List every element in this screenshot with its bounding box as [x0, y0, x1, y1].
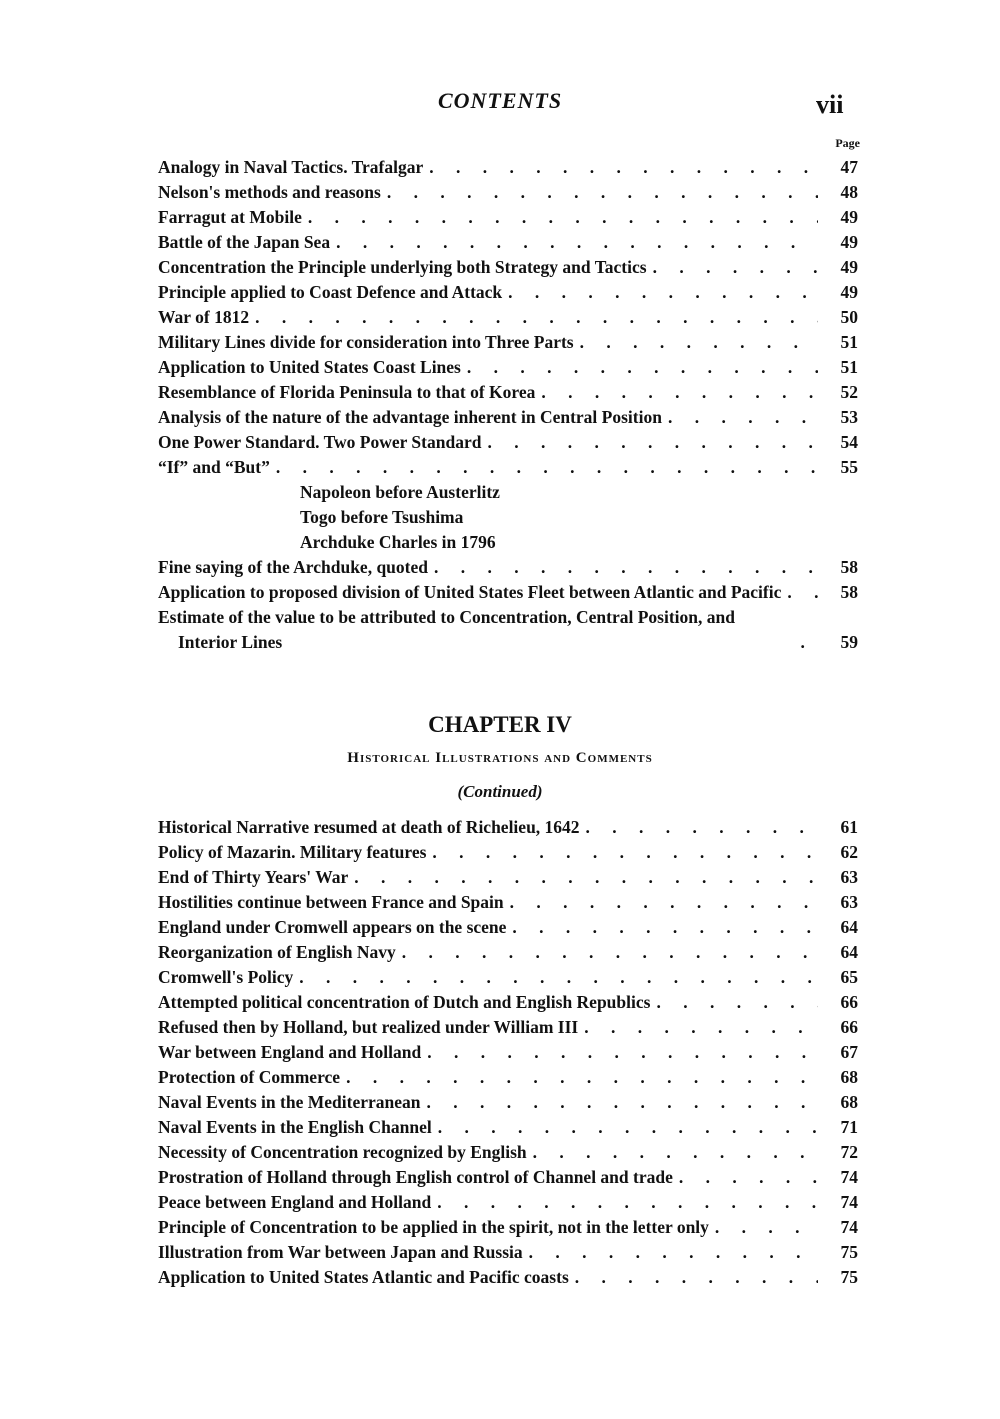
leader-dots: [586, 815, 818, 840]
leader-dots: [787, 580, 818, 605]
leader-dots: [299, 965, 818, 990]
leader-dots: [432, 840, 818, 865]
entry-page: 58: [840, 582, 858, 602]
entry-page: 64: [840, 917, 858, 937]
toc-entry: [158, 405, 858, 430]
leader-dots: [438, 1115, 818, 1140]
entry-title: Naval Events in the English Channel: [158, 1117, 432, 1137]
page-folio: vii: [816, 90, 844, 119]
leader-dots: [434, 555, 818, 580]
toc-entry: [158, 1140, 858, 1165]
leader-dots: [580, 330, 818, 355]
leader-dots: [508, 280, 818, 305]
entry-page: 55: [840, 457, 858, 477]
leader-dots: [533, 1140, 818, 1165]
leader-dots: [801, 630, 821, 655]
leader-dots: [529, 1240, 818, 1265]
running-title: CONTENTS: [437, 88, 563, 113]
entry-page: 68: [840, 1067, 858, 1087]
toc-entry: [158, 940, 858, 965]
leader-dots: [255, 305, 818, 330]
toc-entry: [158, 280, 858, 305]
entry-title: Estimate of the value to be attributed to Concentration, Central Position, and Interior Lines: [158, 607, 735, 652]
entry-title: Policy of Mazarin. Military features: [158, 842, 427, 862]
toc-entry: [158, 1065, 858, 1090]
leader-dots: [512, 915, 818, 940]
leader-dots: [276, 455, 818, 480]
entry-title: Application to United States Atlantic and Pacific coasts: [158, 1267, 569, 1287]
leader-dots: [427, 1040, 818, 1065]
entry-page: 63: [840, 892, 858, 912]
toc-entry: [158, 915, 858, 940]
entry-page: 49: [840, 232, 858, 252]
entry-title: England under Cromwell appears on the scene: [158, 917, 507, 937]
toc-entry: [158, 455, 858, 480]
entry-page: 65: [840, 967, 858, 987]
leader-dots: [354, 865, 818, 890]
leader-dots: [402, 940, 818, 965]
entry-title: War between England and Holland: [158, 1042, 422, 1062]
chapter-subtitle: Historical Illustrations and Comments: [347, 750, 653, 766]
toc-subitem: Napoleon before Austerlitz: [300, 482, 500, 502]
entry-page: 59: [840, 632, 858, 652]
page-column-label: Page: [835, 136, 860, 150]
toc-entry: [158, 1040, 858, 1065]
entry-page: 48: [840, 182, 858, 202]
toc-entry: [158, 990, 858, 1015]
toc-entry: [158, 1015, 858, 1040]
toc-entry: [158, 890, 858, 915]
entry-page: 74: [840, 1217, 858, 1237]
entry-page: 66: [840, 1017, 858, 1037]
contents-list-2: [158, 815, 858, 1290]
toc-entry: [158, 1115, 858, 1140]
toc-entry: [158, 355, 858, 380]
entry-page: 51: [840, 332, 858, 352]
entry-page: 47: [840, 157, 858, 177]
entry-page: 72: [840, 1142, 858, 1162]
toc-entry: [158, 815, 858, 840]
chapter-header: [0, 712, 1000, 802]
entry-page: 58: [840, 557, 858, 577]
toc-entry: [158, 965, 858, 990]
toc-entry: [158, 305, 858, 330]
entry-title: Historical Narrative resumed at death of Richelieu, 1642: [158, 817, 580, 837]
entry-page: 54: [840, 432, 858, 452]
entry-page: 63: [840, 867, 858, 887]
entry-title: Refused then by Holland, but realized under William III: [158, 1017, 579, 1037]
toc-entry: [158, 380, 858, 405]
toc-entry: [158, 555, 858, 580]
leader-dots: [336, 230, 818, 255]
entry-page: 49: [840, 257, 858, 277]
entry-title: Battle of the Japan Sea: [158, 232, 331, 252]
leader-dots: [575, 1265, 818, 1290]
chapter-continued: (Continued): [457, 782, 543, 801]
entry-title: Prostration of Holland through English control of Channel and trade: [158, 1167, 673, 1187]
entry-page: 66: [840, 992, 858, 1012]
leader-dots: [429, 155, 818, 180]
entry-title: Attempted political concentration of Dutch and English Republics: [158, 992, 651, 1012]
entry-title: Peace between England and Holland: [158, 1192, 432, 1212]
entry-title: Application to proposed division of United States Fleet between Atlantic and Pacific: [158, 582, 782, 602]
entry-title: Illustration from War between Japan and Russia: [158, 1242, 523, 1262]
entry-page: 50: [840, 307, 858, 327]
entry-page: 52: [840, 382, 858, 402]
toc-entry: [158, 255, 858, 280]
entry-page: 51: [840, 357, 858, 377]
leader-dots: [715, 1215, 818, 1240]
leader-dots: [308, 205, 818, 230]
toc-subitem: Archduke Charles in 1796: [300, 532, 496, 552]
entry-title: Concentration the Principle underlying both Strategy and Tactics: [158, 257, 647, 277]
entry-title: Naval Events in the Mediterranean: [158, 1092, 421, 1112]
entry-title: Hostilities continue between France and Spain: [158, 892, 504, 912]
entry-page: 67: [840, 1042, 858, 1062]
toc-entry: [158, 180, 858, 205]
toc-entry: [158, 580, 858, 605]
entry-page: 74: [840, 1167, 858, 1187]
toc-entry: [158, 155, 858, 180]
entry-title: Fine saying of the Archduke, quoted: [158, 557, 428, 577]
leader-dots: [510, 890, 818, 915]
toc-entry: [158, 230, 858, 255]
toc-entry: [158, 1265, 858, 1290]
entry-page: 71: [840, 1117, 858, 1137]
entry-title: Reorganization of English Navy: [158, 942, 396, 962]
running-head: [0, 88, 1000, 128]
entry-title: “If” and “But”: [158, 457, 270, 477]
entry-page: 75: [840, 1267, 858, 1287]
toc-entry: [158, 1165, 858, 1190]
entry-title: One Power Standard. Two Power Standard: [158, 432, 482, 452]
entry-page: 61: [840, 817, 858, 837]
toc-entry: [158, 1090, 858, 1115]
entry-title: Principle of Concentration to be applied in the spirit, not in the letter only: [158, 1217, 709, 1237]
leader-dots: [437, 1190, 818, 1215]
leader-dots: [653, 255, 818, 280]
entry-title: Farragut at Mobile: [158, 207, 302, 227]
toc-entry: [158, 840, 858, 865]
entry-title: Application to United States Coast Lines: [158, 357, 461, 377]
entry-title: Nelson's methods and reasons: [158, 182, 381, 202]
leader-dots: [668, 405, 818, 430]
entry-page: 49: [840, 207, 858, 227]
leader-dots: [656, 990, 818, 1015]
toc-entry: [158, 605, 858, 655]
entry-page: 74: [840, 1192, 858, 1212]
entry-title: Necessity of Concentration recognized by English: [158, 1142, 527, 1162]
leader-dots: [679, 1165, 818, 1190]
leader-dots: [426, 1090, 818, 1115]
toc-entry: [158, 205, 858, 230]
toc-entry: [158, 330, 858, 355]
entry-page: 49: [840, 282, 858, 302]
entry-page: 53: [840, 407, 858, 427]
toc-entry: [158, 1215, 858, 1240]
leader-dots: [541, 380, 818, 405]
leader-dots: [467, 355, 818, 380]
chapter-heading: CHAPTER IV: [428, 712, 572, 737]
entry-title: War of 1812: [158, 307, 250, 327]
leader-dots: [487, 430, 818, 455]
toc-entry: [158, 1190, 858, 1215]
leader-dots: [346, 1065, 818, 1090]
entry-title: Resemblance of Florida Peninsula to that of Korea: [158, 382, 536, 402]
entry-title: Analysis of the nature of the advantage inherent in Central Position: [158, 407, 662, 427]
toc-entry: [158, 865, 858, 890]
leader-dots: [584, 1015, 818, 1040]
entry-title: Analogy in Naval Tactics. Trafalgar: [158, 157, 424, 177]
entry-title: End of Thirty Years' War: [158, 867, 349, 887]
entry-page: 64: [840, 942, 858, 962]
entry-title: Military Lines divide for consideration into Three Parts: [158, 332, 574, 352]
entry-title: Cromwell's Policy: [158, 967, 294, 987]
entry-page: 75: [840, 1242, 858, 1262]
toc-entry: [158, 430, 858, 455]
entry-page: 68: [840, 1092, 858, 1112]
contents-list-1: [158, 155, 858, 655]
toc-entry: [158, 1240, 858, 1265]
leader-dots: [387, 180, 818, 205]
toc-subitem: Togo before Tsushima: [300, 507, 464, 527]
entry-title: Protection of Commerce: [158, 1067, 341, 1087]
entry-page: 62: [840, 842, 858, 862]
entry-title: Principle applied to Coast Defence and Attack: [158, 282, 503, 302]
